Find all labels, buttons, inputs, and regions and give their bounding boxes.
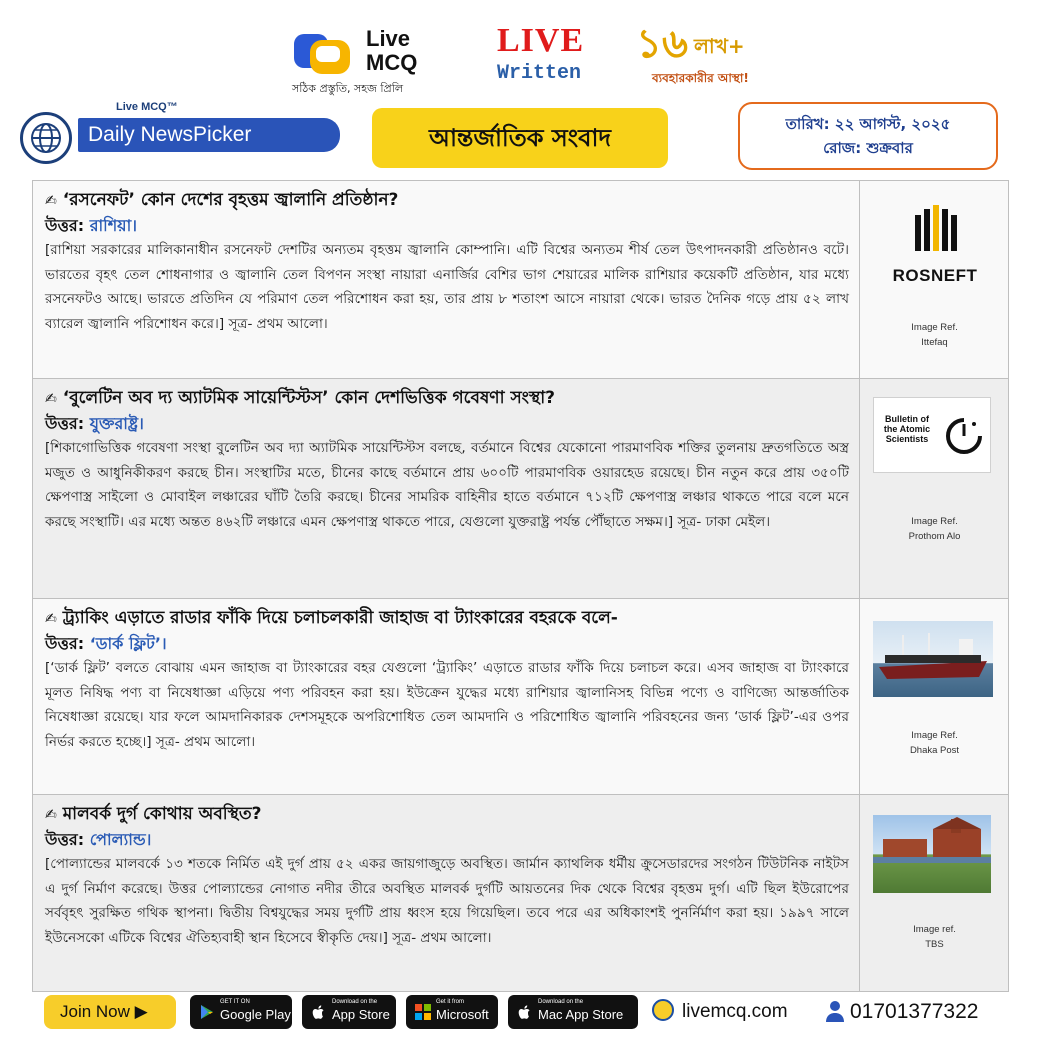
- mac-app-store-small: Download on the: [538, 999, 584, 1005]
- pen-icon: ✍: [45, 611, 57, 627]
- section-title: আন্তর্জাতিক সংবাদ: [372, 108, 668, 168]
- footer: [0, 994, 1040, 1034]
- news-answer: উত্তর: রাশিয়া।: [45, 216, 137, 235]
- castle-icon: [873, 815, 991, 893]
- product-name: Daily NewsPicker: [78, 118, 340, 152]
- join-now-button[interactable]: Join Now ▶: [44, 995, 176, 1029]
- image-ref-source: Dhaka Post: [909, 745, 960, 756]
- live-label: LIVE: [497, 22, 585, 59]
- app-store-button[interactable]: [302, 995, 396, 1029]
- image-ref-label: Image Ref.: [911, 516, 958, 527]
- pen-icon: ✍: [45, 193, 57, 209]
- livemcq-logo: [292, 28, 452, 98]
- ship-image: [873, 621, 993, 697]
- image-ref-label: Image ref.: [913, 924, 956, 935]
- answer-value: পোল্যান্ড।: [89, 830, 152, 849]
- user-icon: [826, 1000, 844, 1022]
- google-play-icon: [199, 1004, 215, 1020]
- bulletin-logo-image: [873, 397, 991, 473]
- image-ref-source: TBS: [925, 939, 944, 950]
- date-box: [738, 102, 998, 170]
- news-question: ✍ ‘রসনেফট’ কোন দেশের বৃহত্তম জ্বালানি প্রতিষ্ঠান?: [45, 190, 399, 210]
- news-question: ✍ ‘বুলেটিন অব দ্য অ্যাটমিক সায়েন্টিস্টস’ কোন দেশভিত্তিক গবেষণা সংস্থা?: [45, 388, 556, 408]
- users-badge: [636, 20, 786, 90]
- tanker-ship-icon: [873, 621, 993, 697]
- written-label: Written: [497, 62, 582, 85]
- mac-app-store-label: Mac App Store: [538, 1007, 624, 1022]
- news-body: [রাশিয়া সরকারের মালিকানাধীন রসনেফট দেশটির অন্যতম বৃহত্তম জ্বালানি কোম্পানি। এটি বিশ্বের অন্যতম শীর্ষ তেল উৎপাদনকারী প্রতিষ্ঠানও বটে। ভারতের বৃহৎ তেল শোধনাগার ও জ্বালানি তেল বিপণন সংস্থা নায়ারা এনার্জির বেশির ভাগ শেয়ারের মালিক রাশিয়ার কয়েকটি প্রতিষ্ঠান, যার মধ্যে রসনেফটও আছে। ভারতে প্রতিদিন যে পরিমাণ তেল পরিশোধন করা হয়, তার প্রায় ৮ শতাংশ আসে নায়ারা থেকে। ভারত দৈনিক গড়ে প্রায় ৫২ লাখ ব্যারেল জ্বালানি পরিশোধন করে।] সূত্র- প্রথম আলো।: [45, 242, 849, 332]
- product-small-label: Live MCQ™: [116, 101, 178, 113]
- microsoft-label: Microsoft: [436, 1007, 489, 1022]
- users-subtitle: ব্যবহারকারীর আস্থা!: [652, 71, 749, 85]
- brand-name-line1: Live: [366, 26, 411, 51]
- live-written-badge: [497, 22, 585, 90]
- microsoft-icon: [415, 1004, 431, 1020]
- news-text-cell: [33, 181, 860, 378]
- doomsday-clock-icon: [944, 416, 984, 456]
- date-label: তারিখ: ২২ আগস্ট, ২০২৫: [785, 115, 951, 133]
- news-text-cell: [33, 599, 860, 794]
- news-image-cell: [861, 181, 1008, 378]
- app-store-label: App Store: [332, 1007, 390, 1022]
- app-store-small: Download on the: [332, 999, 378, 1005]
- news-body: [পোল্যান্ডের মালবর্কে ১৩ শতকে নির্মিত এই দুর্গ প্রায় ৫২ একর জায়গাজুড়ে অবস্থিত। জার্মান ক্যাথলিক ধর্মীয় ক্রুসেডারদের সংগঠন টিউটনিক নাইটস এ দুর্গ নির্মাণ করেছে। উত্তর পোল্যান্ডের নোগাত নদীর তীরে অবস্থিত মালবর্ক দুর্গটি আয়তনের দিক থেকে বিশ্বের বৃহত্তম দুর্গ। এটি ছিল ইউরোপের সর্ববৃহৎ সুরক্ষিত গথিক স্থাপনা। দ্বিতীয় বিশ্বযুদ্ধের সময় দুর্গটি প্রায় ধ্বংস হয়ে গিয়েছিল। তবে পরে এর অধিকাংশই পুনর্নির্মাণ করা হয়। ১৯৯৭ সালে ইউনেসকো এটিকে বিশ্বের ঐতিহ্যবাহী স্থান হিসেবে স্বীকৃতি দেয়।] সূত্র- প্রথম আলো।: [45, 856, 849, 946]
- rosneft-logo-image: [871, 205, 999, 295]
- news-image-cell: [861, 795, 1008, 991]
- news-item: [33, 599, 1008, 795]
- news-item: [33, 379, 1008, 599]
- apple-icon: [311, 1004, 327, 1020]
- google-play-small: GET IT ON: [220, 999, 250, 1005]
- news-text-cell: [33, 379, 860, 598]
- news-question: ✍ মালবর্ক দুর্গ কোথায় অবস্থিত?: [45, 804, 262, 824]
- news-image-cell: [861, 599, 1008, 794]
- microsoft-small: Get it from: [436, 999, 465, 1005]
- rosneft-emblem-icon: [871, 205, 999, 261]
- microsoft-store-button[interactable]: [406, 995, 498, 1029]
- day-label: রোজ: শুক্রবার: [823, 139, 913, 157]
- brand-tagline: সঠিক প্রস্তুতি, সহজ প্রিলি: [292, 82, 404, 95]
- image-ref-source: Ittefaq: [921, 337, 948, 348]
- users-count: ১৬: [636, 20, 688, 67]
- pen-icon: ✍: [45, 807, 57, 823]
- website-icon: [652, 999, 674, 1021]
- image-ref-source: Prothom Alo: [908, 531, 961, 542]
- news-answer: উত্তর: পোল্যান্ড।: [45, 830, 152, 849]
- phone-number[interactable]: 01701377322: [826, 996, 978, 1028]
- news-body: [শিকাগোভিত্তিক গবেষণা সংস্থা বুলেটিন অব দ্যা অ্যাটমিক সায়েন্টিস্টস বলছে, বর্তমানে বিশ্বের যেকোনো পারমাণবিক শক্তির তুলনায় দ্রুতগতিতে অস্ত্র মজুত ও আধুনিকীকরণ করছে চীন। সংস্থাটির মতে, চীনের কাছে বর্তমানে প্রায় ৬০০টি পারমাণবিক ওয়ারহেড রয়েছে। চীন নতুন করে প্রায় ৩৫০টি ক্ষেপণাস্ত্র সাইলো ও মোবাইল লঞ্চারের ঘাঁটি তৈরি করছে। চীনের সামরিক বাহিনীর হাতে বর্তমানে ৭১২টি ক্ষেপণাস্ত্র লঞ্চার থাকতে পারে বলে মনে করছে সংস্থাটি। এর মধ্যে অন্তত ৪৬২টি লঞ্চারে এমন ক্ষেপণাস্ত্র থাকতে পারে, যেগুলো যুক্তরাষ্ট্র পর্যন্ত পৌঁছাতে সক্ষম।] সূত্র- ঢাকা মেইল।: [45, 440, 849, 530]
- apple-icon: [517, 1004, 533, 1020]
- news-item: [33, 181, 1008, 379]
- news-text-cell: [33, 795, 860, 991]
- pen-icon: ✍: [45, 391, 57, 407]
- livemcq-logo-icon: [292, 28, 356, 76]
- daily-newspicker-logo: [20, 101, 326, 164]
- answer-value: ‘ডার্ক ফ্লিট’।: [89, 634, 167, 653]
- news-table: [32, 180, 1009, 992]
- image-ref-label: Image Ref.: [911, 322, 958, 333]
- malbork-castle-image: [873, 815, 991, 893]
- brand-name-line2: MCQ: [366, 50, 418, 75]
- answer-value: রাশিয়া।: [89, 216, 137, 235]
- news-body: [‘ডার্ক ফ্লিট’ বলতে বোঝায় এমন জাহাজ বা ট্যাংকারের বহর যেগুলো ‘ট্র্যাকিং’ এড়াতে রাডার ফাঁকি দিয়ে চলাচল করে। এসব জাহাজ বা ট্যাংকারে মূলত নিষিদ্ধ পণ্য বা নিষেধাজ্ঞা এড়িয়ে পণ্য পরিবহন করা হয়। ইউক্রেন যুদ্ধের মধ্যে রাশিয়ার জ্বালানিসহ বিভিন্ন পণ্যে ও বাণিজ্যে আন্তর্জাতিক নিষেধাজ্ঞা রয়েছে। যার ফলে আমদানিকারক দেশসমূহকে অপরিশোধিত তেল আমদানি ও পরিশোধিত জ্বালানি পরিবহনের জন্য ‘ডার্ক ফ্লিট’-এর ওপর নির্ভর করতে হচ্ছে।] সূত্র- প্রথম আলো।: [45, 660, 849, 750]
- news-answer: উত্তর: যুক্তরাষ্ট্র।: [45, 414, 144, 433]
- news-answer: উত্তর: ‘ডার্ক ফ্লিট’।: [45, 634, 167, 653]
- news-item: [33, 795, 1008, 991]
- news-image-cell: [861, 379, 1008, 598]
- globe-icon: [20, 112, 72, 164]
- users-suffix: লাখ+: [694, 34, 745, 58]
- google-play-label: Google Play: [220, 1007, 291, 1022]
- rosneft-wordmark: ROSNEFT: [892, 266, 978, 285]
- website-link[interactable]: livemcq.com: [652, 996, 788, 1028]
- news-question: ✍ ট্র্যাকিং এড়াতে রাডার ফাঁকি দিয়ে চলাচলকারী জাহাজ বা ট্যাংকারের বহরকে বলে-: [45, 608, 618, 628]
- mac-app-store-button[interactable]: [508, 995, 638, 1029]
- bulletin-wordmark: Bulletin of the Atomic Scientists: [883, 414, 931, 444]
- answer-value: যুক্তরাষ্ট্র।: [89, 414, 144, 433]
- google-play-button[interactable]: [190, 995, 292, 1029]
- image-ref-label: Image Ref.: [911, 730, 958, 741]
